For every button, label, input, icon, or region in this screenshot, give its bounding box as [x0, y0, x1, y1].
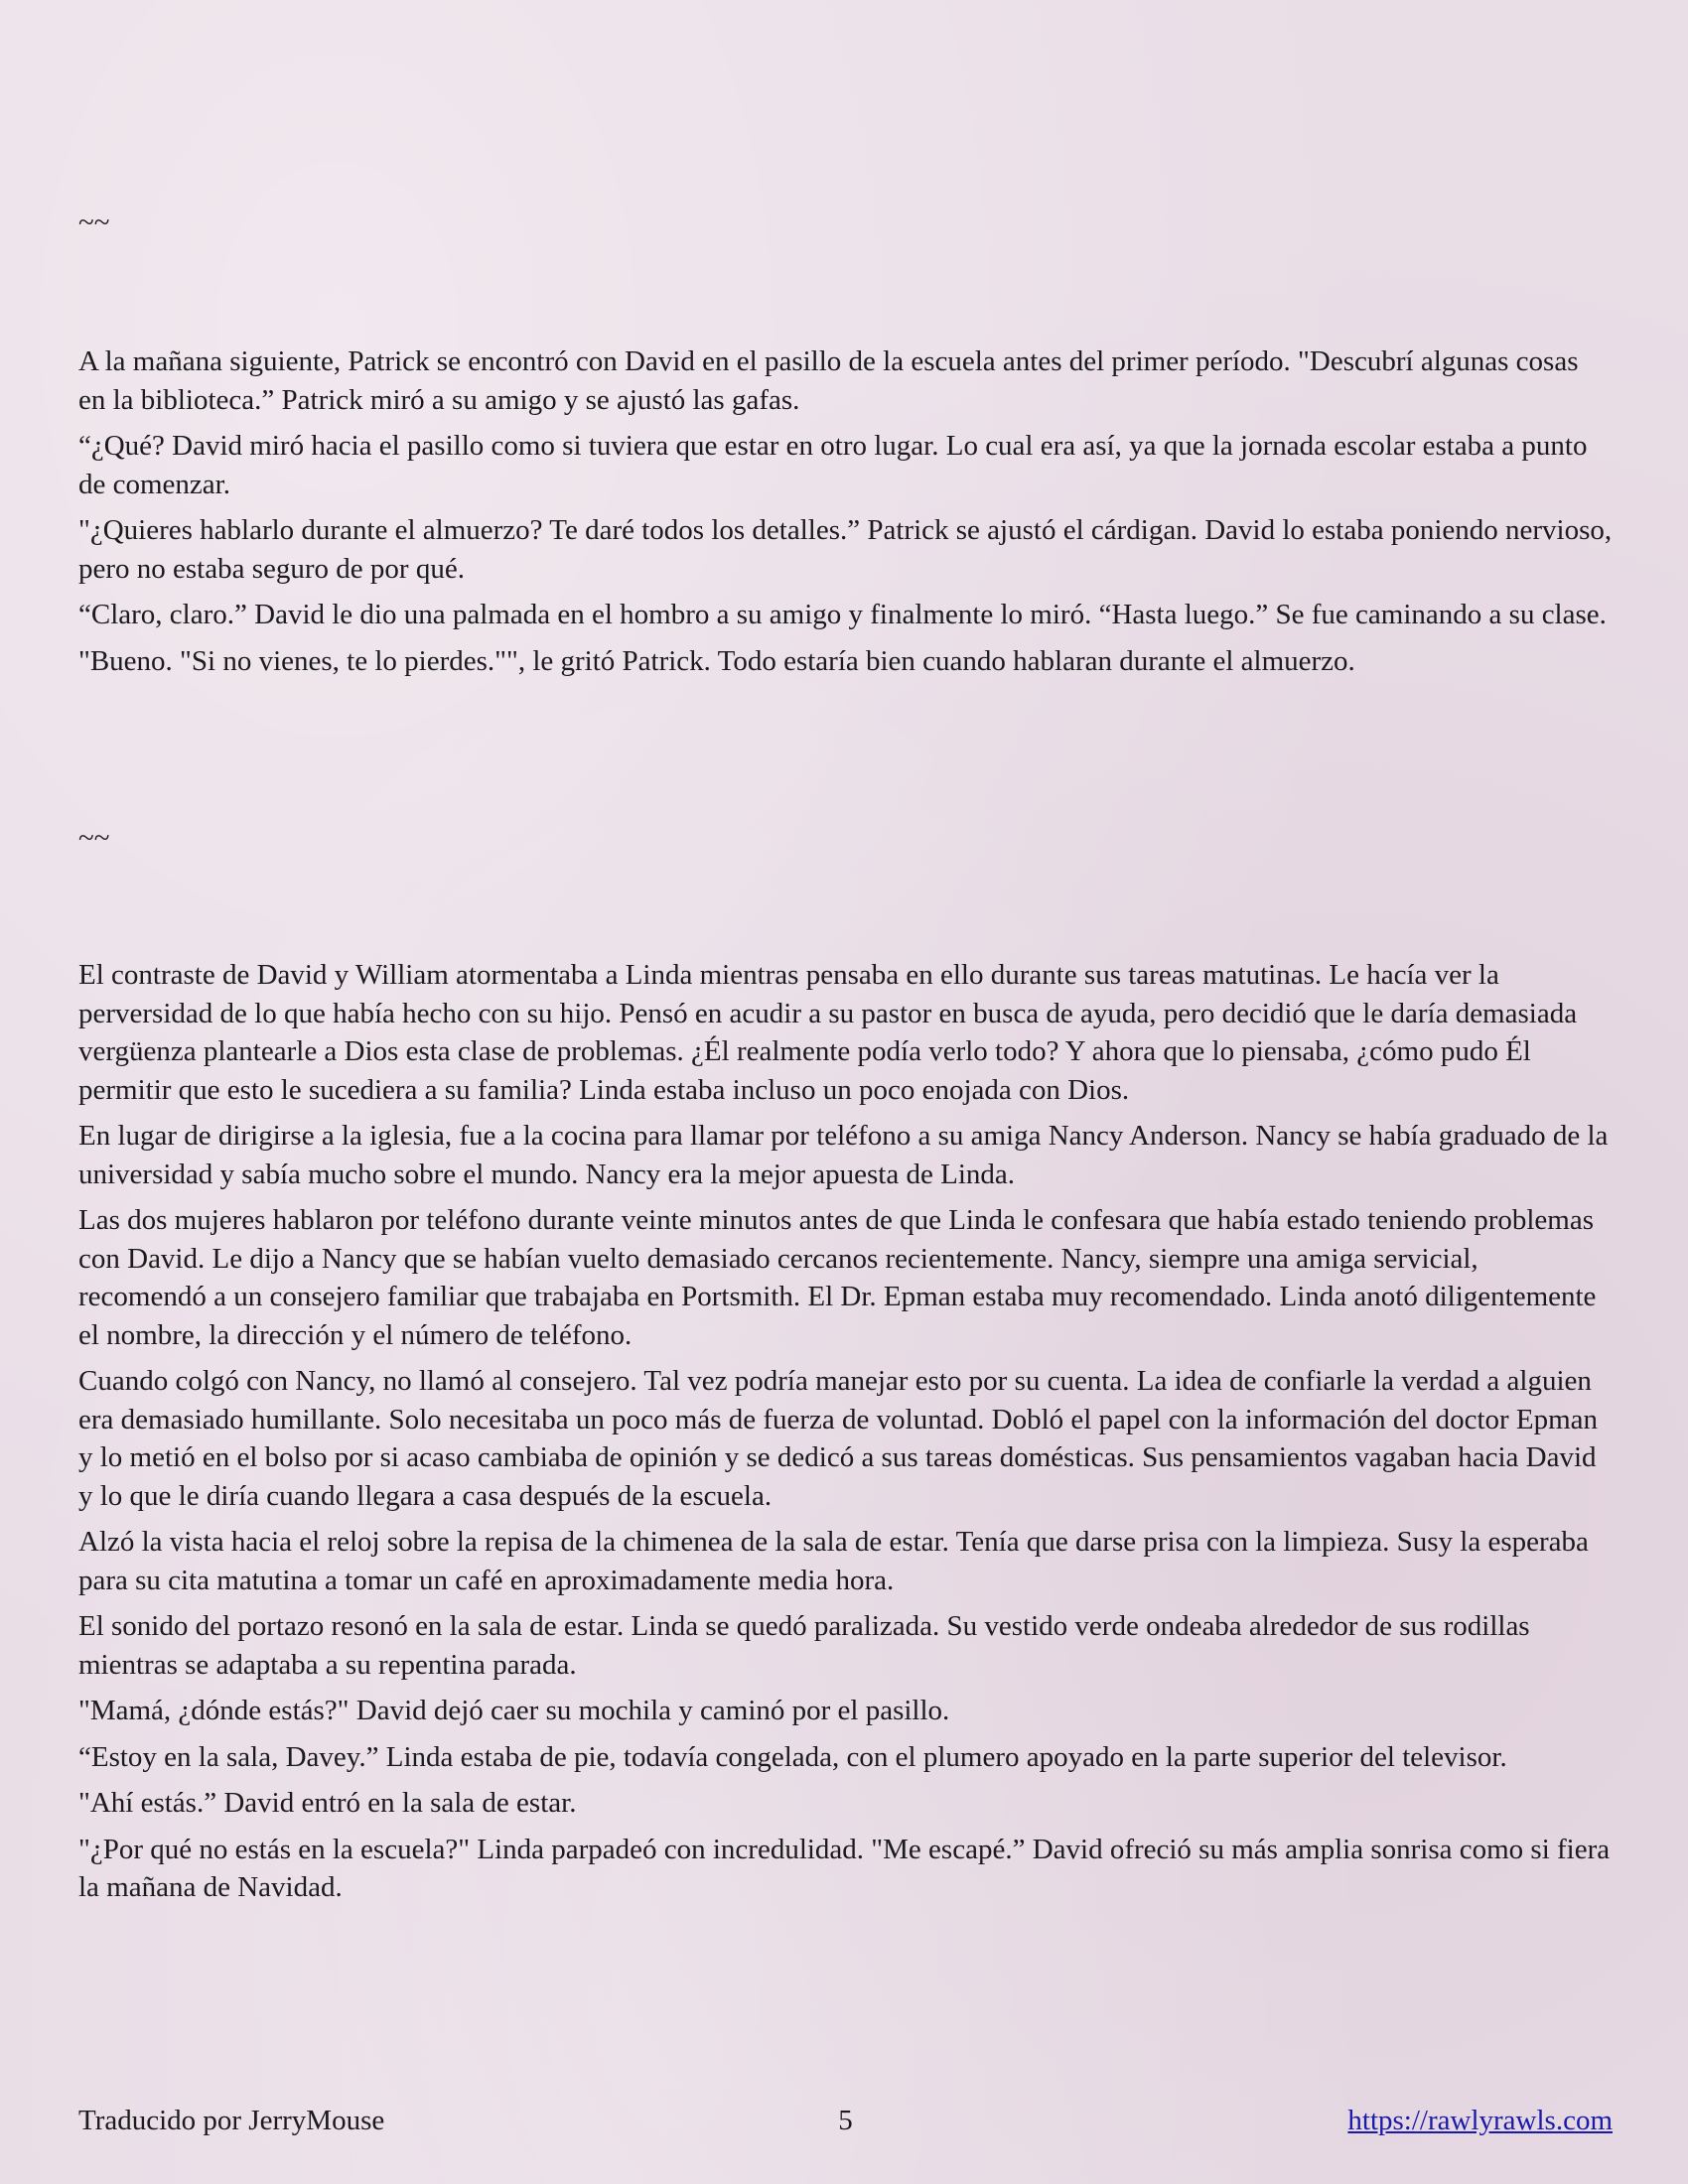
page-number: 5	[838, 2105, 853, 2136]
paragraph: "Mamá, ¿dónde estás?" David dejó caer su mochila y caminó por el pasillo.	[78, 1695, 950, 1726]
paragraph: Cuando colgó con Nancy, no llamó al consejero. Tal vez podría manejar esto por su cuenta. La idea de confiarle la verdad a alguien era demasiado humillante. Solo necesitaba un poco más de fuerza de voluntad. Dobló el papel con la información del doctor Epman y lo metió en el bolso por si acaso cambiaba de opinión y se dedicó a sus tareas domésticas. Sus pensamientos vagaban hacia David y lo que le diría cuando llegara a casa después de la escuela.	[78, 1365, 1599, 1512]
section-2	[78, 956, 1613, 1915]
paragraph: A la mañana siguiente, Patrick se encontró con David en el pasillo de la escuela antes del primer período. "Descubrí algunas cosas en la biblioteca.” Patrick miró a su amigo y se ajustó las gafas.	[78, 345, 1579, 416]
paragraph: Las dos mujeres hablaron por teléfono durante veinte minutos antes de que Linda le confesara que había estado teniendo problemas con David. Le dijo a Nancy que se habían vuelto demasiado cercanos recientemente. Nancy, siempre una amiga servicial, recomendó a un consejero familiar que trabajaba en Portsmith. El Dr. Epman estaba muy recomendado. Linda anotó diligentemente el nombre, la dirección y el número de teléfono.	[78, 1204, 1597, 1351]
paragraph: En lugar de dirigirse a la iglesia, fue a la cocina para llamar por teléfono a su amiga Nancy Anderson. Nancy se había graduado de la universidad y sabía mucho sobre el mundo. Nancy era la mejor apuesta de Linda.	[78, 1120, 1609, 1190]
paragraph: Alzó la vista hacia el reloj sobre la repisa de la chimenea de la sala de estar. Tenía que darse prisa con la limpieza. Susy la esperaba para su cita matutina a tomar un café en aproximadamente media hora.	[78, 1526, 1589, 1596]
paragraph: "Bueno. "Si no vienes, te lo pierdes."", le gritó Patrick. Todo estaría bien cuando hablaran durante el almuerzo.	[78, 644, 1355, 677]
paragraph: El sonido del portazo resonó en la sala de estar. Linda se quedó paralizada. Su vestido verde ondeaba alrededor de sus rodillas mientras se adaptaba a su repentina parada.	[78, 1610, 1530, 1681]
paragraph: “Estoy en la sala, Davey.” Linda estaba de pie, todavía congelada, con el plumero apoyado en la parte superior del televisor.	[78, 1740, 1507, 1773]
paragraph: El contraste de David y William atormentaba a Linda mientras pensaba en ello durante sus tareas matutinas. Le hacía ver la perversidad de lo que había hecho con su hijo. Pensó en acudir a su pastor en busca de ayuda, pero decidió que le daría demasiada vergüenza plantearle a Dios esta clase de problemas. ¿Él realmente podía verlo todo? Y ahora que lo piensaba, ¿cómo pudo Él permitir que esto le sucediera a su familia? Linda estaba incluso un poco enojada con Dios.	[78, 959, 1578, 1106]
paragraph: "¿Quieres hablarlo durante el almuerzo? Te daré todos los detalles.” Patrick se ajustó el cárdigan. David lo estaba poniendo nervioso, pero no estaba seguro de por qué.	[78, 514, 1613, 585]
paragraph: "Ahí estás.” David entró en la sala de estar.	[78, 1787, 577, 1819]
page-footer	[78, 2102, 1613, 2141]
site-link[interactable]: https://rawlyrawls.com	[1347, 2105, 1613, 2136]
section-1	[78, 342, 1613, 688]
section-separator	[78, 204, 1613, 250]
paragraph: “¿Qué? David miró hacia el pasillo como si tuviera que estar en otro lugar. Lo cual era así, ya que la jornada escolar estaba a punto de comenzar.	[78, 430, 1588, 500]
translator-credit: Traducido por JerryMouse	[78, 2105, 385, 2136]
separator-text: ~~	[78, 206, 110, 238]
paragraph: “Claro, claro.” David le dio una palmada en el hombro a su amigo y finalmente lo miró. “Hasta luego.” Se fue caminando a su clase.	[78, 599, 1607, 630]
separator-text: ~~	[78, 822, 110, 854]
paragraph: "¿Por qué no estás en la escuela?" Linda parpadeó con incredulidad. "Me escapé.” David ofreció su más amplia sonrisa como si fiera la mañana de Navidad.	[78, 1833, 1611, 1903]
section-separator	[78, 819, 1613, 866]
